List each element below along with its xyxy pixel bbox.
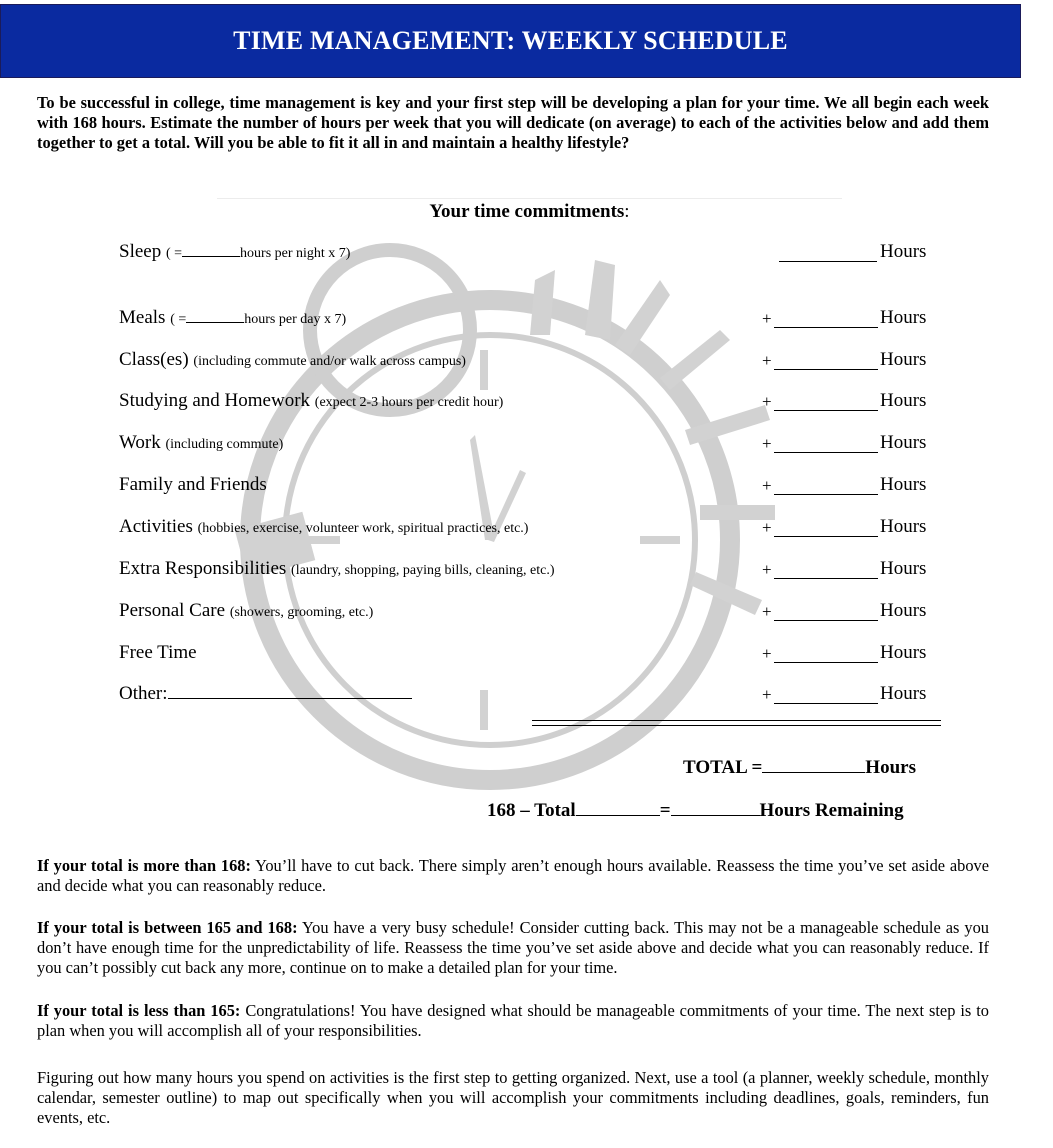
remaining-hours-blank[interactable] xyxy=(671,799,760,816)
row-extra-responsibilities: Extra Responsibilities (laundry, shopping, paying bills, cleaning, etc.) + Hours xyxy=(119,558,927,579)
row-meals: Meals ( = hours per day x 7) + Hours xyxy=(119,307,927,328)
page-title: TIME MANAGEMENT: WEEKLY SCHEDULE xyxy=(233,26,788,55)
extra-hours-blank[interactable] xyxy=(774,578,878,579)
row-studying: Studying and Homework (expect 2-3 hours per credit hour) + Hours xyxy=(119,390,927,411)
outcome-165-168: If your total is between 165 and 168: You have a very busy schedule! Consider cutting back. This may not be a manageable schedule as you don’t have enough time for the unpredictability of life. Reassess the time you’ve set aside above and decide what you can reasonably reduce. If you can’t possibly cut back any more, continue on to make a detailed plan for your time. xyxy=(37,918,989,977)
row-sleep: Sleep ( = hours per night x 7) Hours xyxy=(119,241,927,262)
total-line: TOTAL = Hours xyxy=(683,757,916,778)
work-hours-blank[interactable] xyxy=(774,452,878,453)
per-night-blank[interactable] xyxy=(182,242,240,257)
row-activities: Activities (hobbies, exercise, volunteer work, spiritual practices, etc.) + Hours xyxy=(119,516,927,537)
family-hours-blank[interactable] xyxy=(774,494,878,495)
total-subtraction-blank[interactable] xyxy=(576,799,660,816)
closing-paragraph: Figuring out how many hours you spend on activities is the first step to getting organized. Next, use a tool (a planner, weekly schedule, monthly calendar, semester outline) to map out specifically when you will accomplish your commitments including deadlines, goals, reminders, fun events, etc. xyxy=(37,1068,989,1127)
meals-hours-blank[interactable] xyxy=(774,327,878,328)
classes-hours-blank[interactable] xyxy=(774,369,878,370)
title-banner xyxy=(0,4,1021,78)
personal-care-hours-blank[interactable] xyxy=(774,620,878,621)
row-personal-care: Personal Care (showers, grooming, etc.) + Hours xyxy=(119,600,927,621)
row-other: Other: + Hours xyxy=(119,683,927,704)
outcome-under-165: If your total is less than 165: Congratulations! You have designed what should be manageable commitments of your time. The next step is to plan when you will accomplish all of your responsibilities. xyxy=(37,1001,989,1040)
row-work: Work (including commute) + Hours xyxy=(119,432,927,453)
row-family-friends: Family and Friends + Hours xyxy=(119,474,927,495)
other-activity-blank[interactable] xyxy=(168,684,412,699)
studying-hours-blank[interactable] xyxy=(774,410,878,411)
section-title: Your time commitments: xyxy=(217,198,842,223)
intro-paragraph: To be successful in college, time management is key and your first step will be developing a plan for your time. We all begin each week with 168 hours. Estimate the number of hours per week that you will dedicate (on average) to each of the activities below and add them together to get a total. Will you be able to fit it all in and maintain a healthy lifestyle? xyxy=(37,93,989,152)
row-classes: Class(es) (including commute and/or walk across campus) + Hours xyxy=(119,349,927,370)
free-time-hours-blank[interactable] xyxy=(774,662,878,663)
total-hours-blank[interactable] xyxy=(762,756,865,773)
outcome-over-168: If your total is more than 168: You’ll have to cut back. There simply aren’t enough hours available. Reassess the time you’ve set aside above and decide what you can reasonably reduce. xyxy=(37,856,990,895)
other-hours-blank[interactable] xyxy=(774,703,878,704)
per-day-blank[interactable] xyxy=(186,308,244,323)
remaining-line: 168 – Total = Hours Remaining xyxy=(487,800,904,821)
activities-hours-blank[interactable] xyxy=(774,536,878,537)
row-free-time: Free Time + Hours xyxy=(119,642,927,663)
sum-double-rule xyxy=(532,720,941,726)
sleep-hours-blank[interactable] xyxy=(779,261,877,262)
